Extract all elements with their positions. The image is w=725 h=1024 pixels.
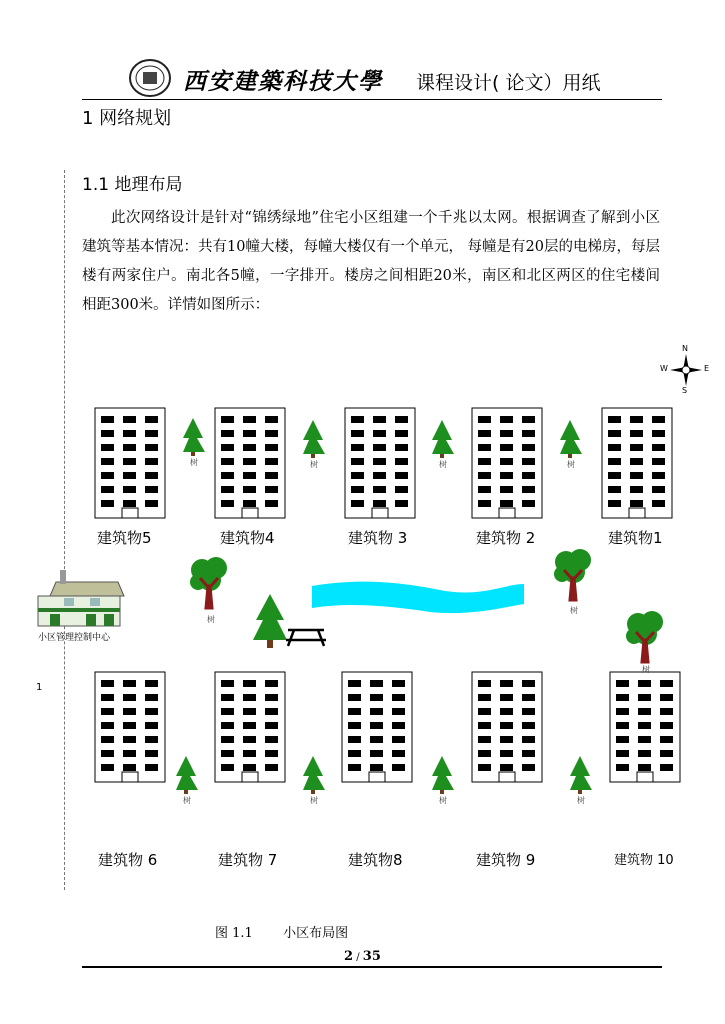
page-total: 35: [362, 949, 381, 964]
building-label: 建筑物 2: [476, 529, 536, 547]
tree-label: 树: [570, 606, 578, 615]
building-label: 建筑物8: [348, 851, 403, 869]
tree-icon: [176, 756, 198, 794]
building-2: [472, 408, 542, 518]
tree-label: 树: [190, 458, 198, 467]
tree-label: 树: [577, 796, 585, 805]
tree-label: 树: [439, 796, 447, 805]
tree-label: 树: [183, 796, 191, 805]
control-center-label: 小区管理控制中心: [38, 633, 111, 643]
building-label: 建筑物 9: [476, 851, 536, 869]
tree-icon: [183, 418, 205, 456]
page-current: 2: [344, 949, 354, 964]
building-label: 建筑物 7: [218, 851, 278, 869]
compass-east: E: [704, 364, 710, 373]
paragraph-text: 此次网络设计是针对“锦绣绿地”住宅小区组建一个千兆以太网。根据调查了解到小区建筑等基本情况：共有10幢大楼，每幢大楼仅有一个单元， 每幢是有20层的电梯房，每层楼有两家住户。南北各5幢，一字排开。楼房之间相距20米，南区和北区两区的住宅楼间相距300米。详情如图所示：: [82, 210, 661, 313]
tree-label: 树: [207, 615, 215, 624]
river-shape: [312, 582, 524, 613]
building-6: [95, 672, 165, 782]
tree-icon: [432, 420, 454, 458]
building-label: 建筑物5: [97, 529, 152, 547]
building-label: 建筑物 10: [614, 853, 674, 868]
tree-icon: [570, 756, 592, 794]
margin-marker: 1: [36, 682, 43, 693]
building-3: [345, 408, 415, 518]
heading-2: 1.1 地理布局: [82, 175, 183, 195]
oak-tree-icon: [554, 549, 591, 600]
tree-icon: [560, 420, 582, 458]
tree-label: 树: [310, 460, 318, 469]
tree-label: 树: [567, 460, 575, 469]
building-label: 建筑物 6: [98, 851, 158, 869]
page-number: 2 / 35: [344, 949, 381, 964]
compass-north: N: [682, 344, 688, 353]
building-label: 建筑物 3: [348, 529, 408, 547]
tree-icon: [303, 756, 325, 794]
tree-label: 树: [439, 460, 447, 469]
heading-1: 1 网络规划: [82, 108, 172, 129]
university-name: 西安建築科技大學: [183, 68, 383, 95]
building-4: [215, 408, 285, 518]
building-5: [95, 408, 165, 518]
compass-west: W: [660, 364, 668, 373]
caption-number: 图 1.1: [215, 926, 253, 941]
tree-label: 树: [642, 665, 650, 674]
footer-rule: [82, 966, 662, 968]
paper-kind: 课程设计( 论文）用纸: [416, 72, 601, 94]
figure-caption: [215, 922, 348, 941]
building-1: [602, 408, 672, 518]
building-9: [472, 672, 542, 782]
tree-icon: [432, 756, 454, 794]
tree-label: 树: [310, 796, 318, 805]
oak-tree-icon: [626, 611, 663, 662]
oak-tree-icon: [190, 557, 227, 608]
building-label: 建筑物1: [608, 529, 663, 547]
building-7: [215, 672, 285, 782]
building-10: [610, 672, 680, 782]
compass-south: S: [682, 386, 688, 395]
tree-icon: [303, 420, 325, 458]
picnic-table-icon: [286, 630, 326, 646]
caption-text: 小区布局图: [283, 926, 349, 941]
building-label: 建筑物4: [220, 529, 275, 547]
pine-tree-icon: [253, 594, 287, 648]
control-center-building-icon: [38, 570, 124, 626]
building-8: [342, 672, 412, 782]
